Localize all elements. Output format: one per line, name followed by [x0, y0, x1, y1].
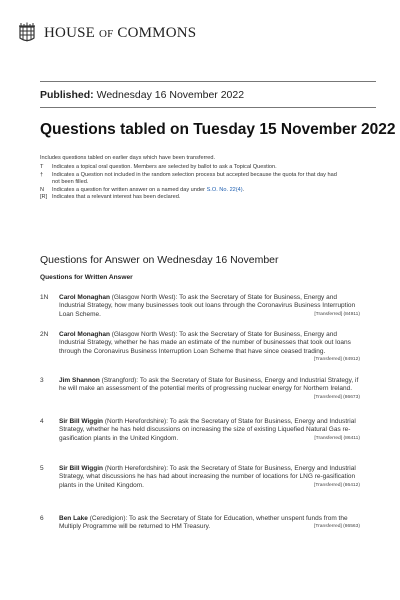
symbol-key [40, 164, 340, 202]
question-text: To ask the Secretary of State for Business, Energy and Industrial Strategy, whether he has made an estimate of the number of businesses that took out loans through the Coronavirus Business Interruption Loan Scheme that have since ceased trading. [59, 331, 351, 355]
section-heading: Questions for Answer on Wednesday 16 November [40, 254, 279, 266]
key-row-not-included [40, 172, 340, 187]
key-symbol: † [40, 171, 44, 178]
question-number: 4 [40, 418, 44, 425]
question-reference: [Transferred] (86563) [313, 524, 360, 530]
question-item [40, 418, 360, 443]
question-number: 2N [40, 331, 49, 338]
constituency: (Glasgow North West): [111, 294, 178, 301]
key-row-topical [40, 164, 340, 172]
constituency: (North Herefordshire): [104, 418, 169, 425]
question-reference: [Transferred] (86673) [313, 394, 360, 400]
key-text: Indicates a Question not included in the random selection process but accepted because the quota for that day had not been filled. [52, 171, 337, 186]
key-symbol: T [40, 164, 44, 170]
question-number: 6 [40, 515, 44, 522]
bottom-divider [40, 107, 376, 108]
constituency: (North Herefordshire): [104, 465, 169, 472]
question-text: To ask the Secretary of State for Business, Energy and Industrial Strategy, how many businesses took out loans through the Coronavirus Business Interruption Loan Scheme. [59, 294, 356, 318]
member-name: Carol Monaghan [59, 294, 110, 301]
key-row-relevant-interest [40, 194, 340, 202]
page-header [18, 22, 196, 44]
question-item [40, 465, 360, 490]
standing-order-link[interactable]: S.O. No. 22(4) [206, 186, 243, 193]
question-number: 5 [40, 465, 44, 472]
constituency: (Glasgow North West): [111, 331, 178, 338]
published-label: Published: [40, 89, 94, 101]
question-text: To ask the Secretary of State for Business, Energy and Industrial Strategy, whether he has held discussions on increasing the size of existing Liquefied Natural Gas re-gasification plants in the United Kingdom. [59, 418, 356, 442]
constituency: (Ceredigion): [89, 515, 128, 522]
question-text: To ask the Secretary of State for Business, Energy and Industrial Strategy, what discussions he has had about increasing the number of locations for LNG re-gasification plants in the United Kingdom. [59, 465, 356, 489]
question-item [40, 515, 360, 532]
page-title: Questions tabled on Tuesday 15 November 2022 [40, 121, 396, 138]
member-name: Sir Bill Wiggin [59, 465, 103, 472]
question-reference: [Transferred] (84911) [314, 311, 360, 317]
intro-text: Includes questions tabled on earlier days which have been transferred. [40, 155, 216, 161]
sub-heading: Questions for Written Answer [40, 274, 133, 281]
portcullis-icon [18, 22, 36, 44]
key-text-main: Indicates a question for written answer on a named day under [52, 186, 205, 193]
key-symbol: N [40, 186, 45, 193]
house-word: HOUSE [44, 24, 96, 41]
commons-word: COMMONS [117, 24, 197, 41]
question-reference: [Transferred] (86411) [314, 435, 360, 441]
question-number: 1N [40, 294, 49, 301]
question-item [40, 294, 360, 319]
published-date: Wednesday 16 November 2022 [96, 89, 245, 101]
top-divider [40, 81, 376, 82]
published-line [40, 89, 244, 101]
question-number: 3 [40, 377, 44, 384]
question-item [40, 377, 360, 402]
key-text-after: . [242, 186, 245, 193]
member-name: Jim Shannon [59, 377, 100, 384]
key-symbol: [R] [40, 194, 48, 201]
member-name: Carol Monaghan [59, 331, 110, 338]
constituency: (Strangford): [101, 377, 139, 384]
key-text: Indicates a topical oral question. Members are selected by ballot to ask a Topical Question. [52, 164, 277, 170]
member-name: Sir Bill Wiggin [59, 418, 103, 425]
key-text [52, 187, 340, 195]
member-name: Ben Lake [59, 515, 88, 522]
house-of-commons-logotype [44, 25, 196, 42]
key-row-named-day [40, 187, 340, 195]
of-word: OF [98, 27, 114, 40]
question-item [40, 331, 360, 364]
key-text: Indicates that a relevant interest has been declared. [52, 194, 181, 201]
question-text: To ask the Secretary of State for Business, Energy and Industrial Strategy, if he will make an assessment of the potential merits of progressing nuclear energy for Northern Ireland. [59, 377, 359, 393]
question-text: To ask the Secretary of State for Education, whether unspent funds from the Multiply Programme will be returned to HM Treasury. [59, 515, 348, 531]
question-reference: [Transferred] (84912) [313, 356, 360, 362]
question-reference: [Transferred] (86412) [313, 482, 360, 488]
